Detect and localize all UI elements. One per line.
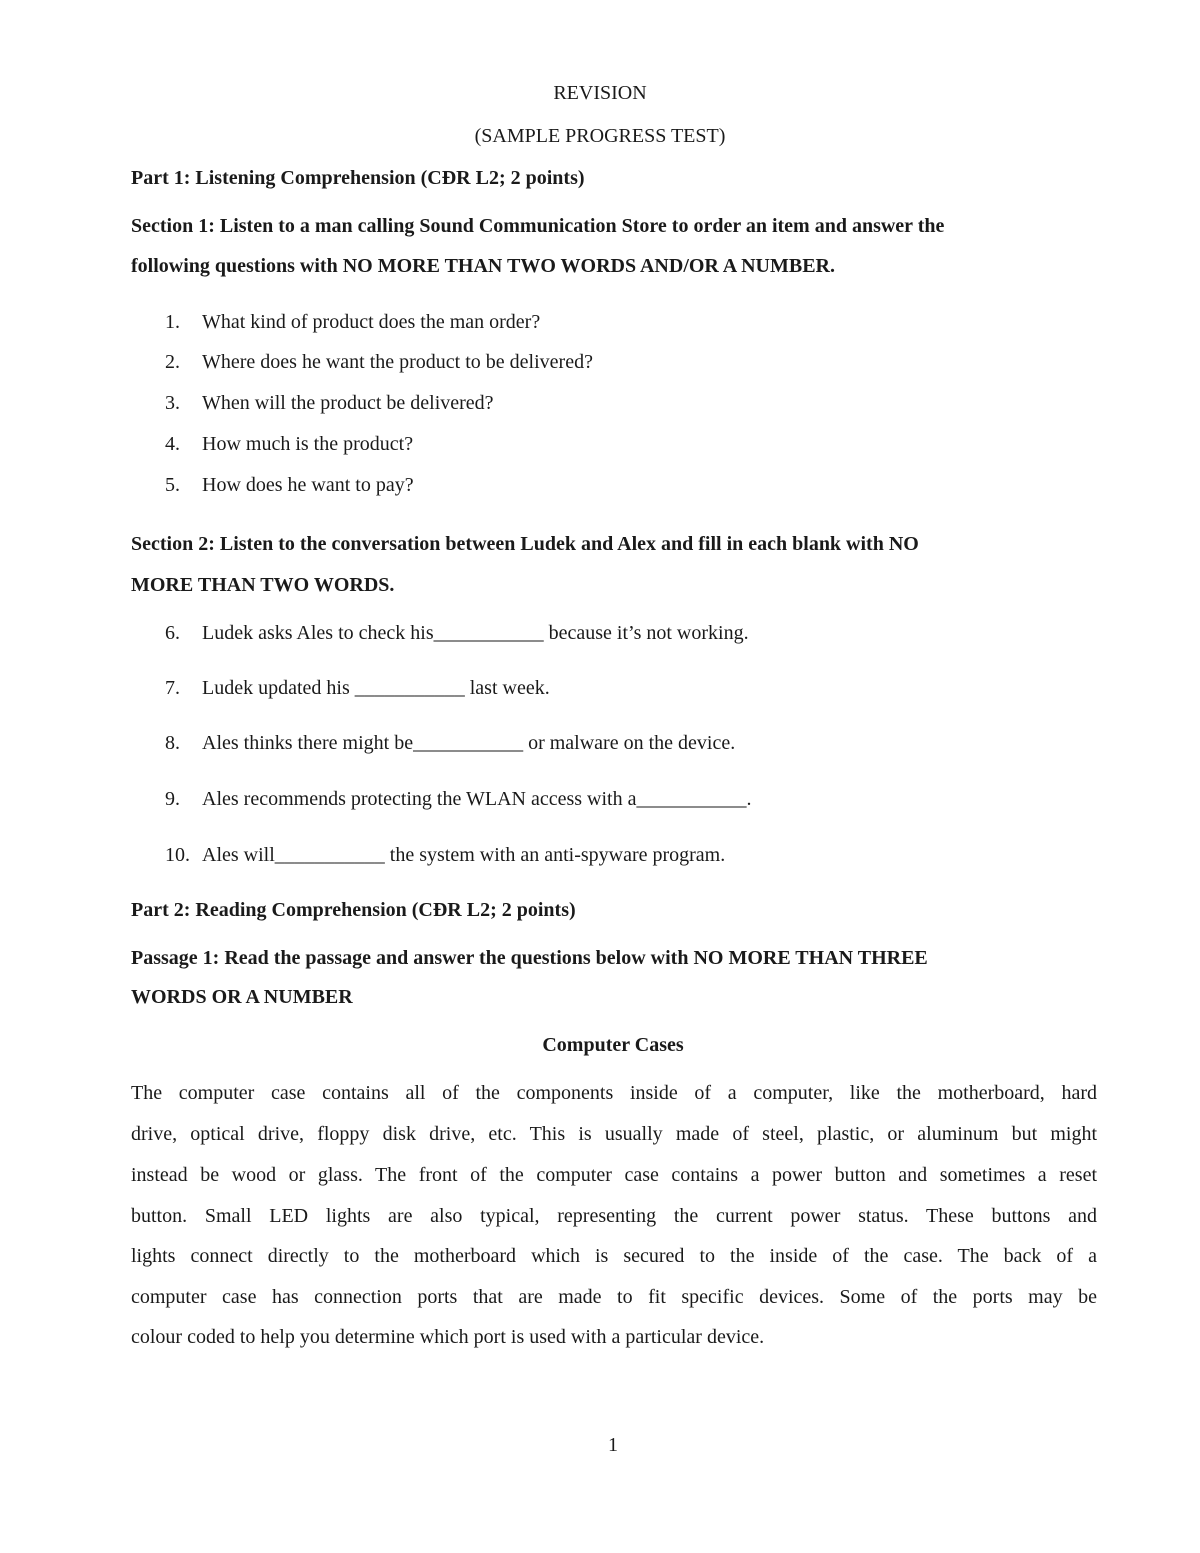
passage-title: Computer Cases <box>542 1034 684 1056</box>
page-number: 1 <box>608 1434 618 1456</box>
question-text: How does he want to pay? <box>202 474 414 496</box>
section2-instruction-line: MORE THAN TWO WORDS. <box>131 574 395 596</box>
passage-line: lights connect directly to the motherboard which is secured to the inside of the case. The back of a <box>131 1245 1097 1267</box>
question-number: 9. <box>165 788 180 810</box>
question-text: Ludek updated his ___________ last week. <box>202 677 550 699</box>
question-text: Ales recommends protecting the WLAN access with a___________. <box>202 788 752 810</box>
part1-heading: Part 1: Listening Comprehension (CĐR L2; 2 points) <box>131 167 585 189</box>
passage1-instruction-line: Passage 1: Read the passage and answer the questions below with NO MORE THAN THREE <box>131 947 928 969</box>
question-number: 7. <box>165 677 180 699</box>
question-number: 1. <box>165 311 180 333</box>
passage-line: button. Small LED lights are also typical, representing the current power status. These buttons and <box>131 1205 1097 1227</box>
question-text: Ludek asks Ales to check his___________ because it’s not working. <box>202 622 749 644</box>
question-text: Ales thinks there might be___________ or malware on the device. <box>202 732 736 754</box>
question-text: Ales will___________ the system with an anti-spyware program. <box>202 844 726 866</box>
question-number: 10. <box>165 844 190 866</box>
section1-instruction-line: Section 1: Listen to a man calling Sound Communication Store to order an item and answer the <box>131 215 945 237</box>
passage-line: computer case has connection ports that are made to fit specific devices. Some of the ports may be <box>131 1286 1097 1308</box>
question-number: 4. <box>165 433 180 455</box>
question-text: Where does he want the product to be delivered? <box>202 351 593 373</box>
document-title: REVISION <box>553 82 647 104</box>
passage-line: colour coded to help you determine which port is used with a particular device. <box>131 1326 765 1348</box>
question-number: 5. <box>165 474 180 496</box>
passage-line: The computer case contains all of the components inside of a computer, like the motherboard, hard <box>131 1082 1097 1104</box>
question-number: 8. <box>165 732 180 754</box>
question-number: 6. <box>165 622 180 644</box>
document-subtitle: (SAMPLE PROGRESS TEST) <box>474 125 726 147</box>
question-text: When will the product be delivered? <box>202 392 494 414</box>
question-text: How much is the product? <box>202 433 414 455</box>
section2-instruction-line: Section 2: Listen to the conversation between Ludek and Alex and fill in each blank with NO <box>131 533 919 555</box>
question-number: 2. <box>165 351 180 373</box>
passage-line: drive, optical drive, floppy disk drive, etc. This is usually made of steel, plastic, or aluminum but might <box>131 1123 1097 1145</box>
passage-line: instead be wood or glass. The front of the computer case contains a power button and sometimes a reset <box>131 1164 1097 1186</box>
section1-instruction-line: following questions with NO MORE THAN TWO WORDS AND/OR A NUMBER. <box>131 255 835 277</box>
part2-heading: Part 2: Reading Comprehension (CĐR L2; 2 points) <box>131 899 576 921</box>
question-number: 3. <box>165 392 180 414</box>
passage1-instruction-line: WORDS OR A NUMBER <box>131 986 353 1008</box>
question-text: What kind of product does the man order? <box>202 311 541 333</box>
